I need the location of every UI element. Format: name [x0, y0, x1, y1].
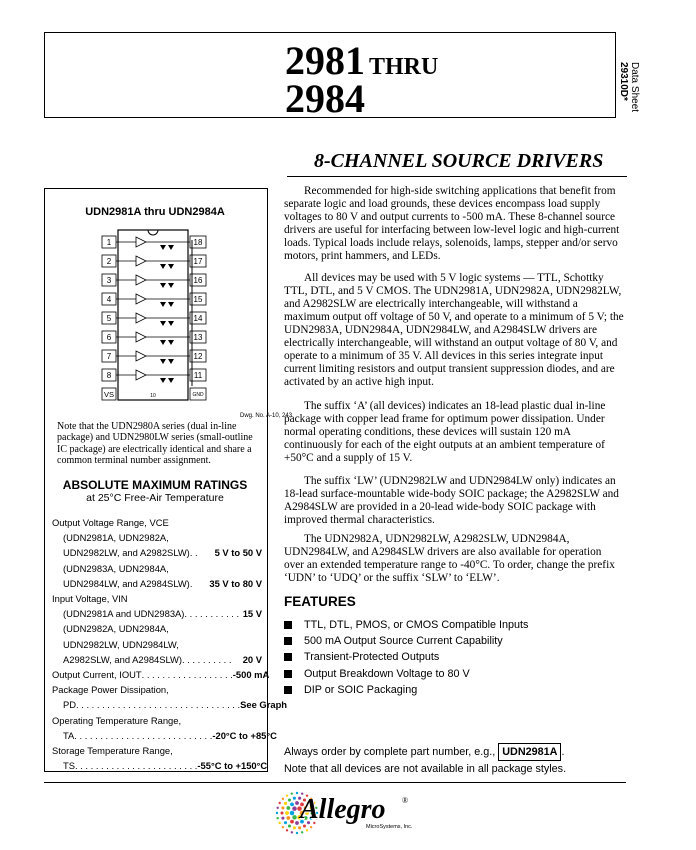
logo-dot [276, 812, 278, 814]
example-part-number: UDN2981A [498, 743, 561, 761]
rating-value: 5 V to 50 V [214, 547, 262, 559]
diode-symbol [160, 283, 166, 288]
diagram-note: Note that the UDN2980A series (dual in-line package) and UDN2980LW series (small-outline IC package) are electrically identical and share a common terminal number assignment. [57, 421, 253, 467]
logo-dot [282, 798, 284, 800]
logo-dot [306, 829, 308, 831]
logo-dot [295, 821, 299, 825]
logo-dot [284, 802, 287, 805]
rating-label: (UDN2981A and UDN2983A) [63, 608, 185, 620]
rating-label: PD [63, 699, 77, 711]
feature-item: TTL, DTL, PMOS, or CMOS Compatible Inputs [284, 617, 624, 633]
rating-row [52, 682, 262, 697]
logo-dot [288, 824, 291, 827]
logo-dot [288, 798, 291, 801]
rating-leader [169, 530, 262, 545]
rating-row [52, 667, 270, 682]
logo-dot [292, 806, 297, 811]
pinout-diagram [96, 228, 212, 402]
logo-dot [290, 811, 295, 816]
pin-label-right: 15 [193, 295, 203, 304]
rating-label: Package Power Dissipation, [52, 684, 169, 696]
rating-row [52, 637, 262, 652]
side-tab-line2: 29310D* [618, 62, 629, 101]
rating-row [52, 758, 268, 773]
features-heading: FEATURES [284, 594, 356, 609]
pin-label-right: 13 [193, 333, 203, 342]
rating-value: -20°C to +85°C [212, 729, 277, 741]
rating-label: Output Voltage Range, VCE [52, 517, 169, 528]
rating-value: -500 mA [232, 669, 270, 681]
diode-symbol [160, 359, 166, 364]
rating-row [52, 606, 262, 621]
paragraph-5: The UDN2982A, UDN2982LW, A2982SLW, UDN2984A, UDN2984LW, and A2984SLW drivers are also available for operation over an extended temperature range to -40°C. To order, change the prefix ‘UDN’ to ‘UDQ’ or the suffix ‘SLW’ to ‘ELW’. [284, 533, 615, 584]
pin-label-left: 2 [106, 257, 112, 266]
title-box [44, 32, 616, 121]
ordering-text: Always order by complete part number, e.g., [284, 746, 499, 758]
availability-note: Note that all devices are not available in all package styles. [284, 763, 567, 775]
pin-label-right: 18 [193, 238, 203, 247]
rating-label: (UDN2981A, UDN2982A, [63, 532, 169, 544]
logo-dot [291, 831, 293, 833]
feature-item: Output Breakdown Voltage to 80 V [284, 666, 624, 682]
title-part1: 2981 [285, 38, 365, 83]
paragraph-1: Recommended for high-side switching applications that benefit from separate logic and load grounds, these devices encompass load supply voltages to 80 V and output currents to -500 mA. These 8-channel source drivers are useful for interfacing between low-level logic and high-current loads. Typical loads include relays, solenoids, lamps, stepper and/or servo motors, print hammers, and LEDs. [284, 185, 620, 262]
pin-label-right: 11 [193, 371, 203, 380]
diode-symbol [160, 245, 166, 250]
logo-wordmark: Allegro [300, 794, 386, 825]
page-title [285, 38, 439, 121]
pin-label-left: 4 [106, 295, 112, 304]
logo-dot [291, 792, 293, 794]
rating-leader: . . . . . . . . . . . . . . . . . . . . . . . . . . . . . . . . [76, 699, 241, 711]
logo-dot [280, 811, 283, 814]
feature-item: DIP or SOIC Packaging [284, 682, 624, 698]
diode-symbol [160, 378, 166, 383]
pin-label-left: 3 [106, 276, 112, 285]
rating-label: UDN2982LW, and A2982SLW) [63, 547, 190, 559]
ic-body [118, 230, 188, 400]
diode-symbol [168, 245, 174, 250]
vs-label: VS [103, 390, 115, 399]
diode-symbol [160, 340, 166, 345]
logo-dot [296, 792, 298, 794]
footer-rule [44, 782, 626, 783]
rating-leader [128, 591, 262, 606]
features-list [284, 617, 624, 698]
ratings-subtitle: at 25°C Free-Air Temperature [86, 492, 224, 504]
title-thru: THRU [369, 54, 439, 80]
rating-row [52, 545, 262, 560]
rating-row [52, 728, 277, 743]
logo-dot [278, 822, 280, 824]
logo-dot [292, 815, 297, 820]
rating-value: 15 V [242, 608, 262, 620]
rating-leader: . . . . . . . . . . . . . . . . . . . . . . . . . . . [74, 729, 213, 741]
logo-dot [286, 816, 290, 820]
rating-leader [169, 561, 262, 576]
logo-dot [293, 826, 296, 829]
rating-label: Input Voltage, VIN [52, 593, 128, 605]
diode-symbol [160, 302, 166, 307]
rating-leader [169, 515, 262, 530]
feature-item: 500 mA Output Source Current Capability [284, 633, 624, 649]
diode-symbol [168, 283, 174, 288]
logo-dot [290, 820, 294, 824]
paragraph-3: The suffix ‘A’ (all devices) indicates an 18-lead plastic dual in-line package with copper lead frame for optimum power dissipation. Under normal operating conditions, these devices will sustain 120 mA continuously for each of the eight outputs at an ambient temperature of +50°C and a supply of 15 V. [284, 400, 606, 464]
diode-symbol [160, 264, 166, 269]
rating-row [52, 515, 262, 530]
logo-registered: ® [402, 796, 409, 805]
paragraph-2: All devices may be used with 5 V logic systems — TTL, Schottky TTL, DTL, and 5 V CMOS. The UDN2981A, UDN2982A, UDN2982LW, and A2982SLW are electrically interchangeable, will withstand a maximum output off voltage of 50 V, and operate to a minimum of 5 V; the UDN2983A, UDN2984A, UDN2984LW, and A2984SLW drivers are electrically interchangeable, will withstand an output voltage of 80 V, and operate to a minimum of 35 V. All devices in this series integrate input current limiting resistors and output transient suppression diodes, and are activated by an active high input. [284, 272, 624, 388]
pin-label-left: 5 [106, 314, 112, 323]
rating-leader [173, 743, 262, 758]
ordering-note [284, 743, 566, 777]
diode-symbol [168, 378, 174, 383]
pin-label-left: 6 [106, 333, 112, 342]
pin-label-right: 14 [193, 314, 203, 323]
logo-dot [281, 817, 284, 820]
pin-label-right: 16 [193, 276, 203, 285]
logo-dot [301, 831, 303, 833]
rating-row [52, 743, 262, 758]
dwg-no: Dwg. No. A-10, 243 [240, 413, 293, 419]
gnd-label: GND [192, 392, 204, 398]
rating-value: 35 V to 80 V [209, 577, 262, 589]
logo-subtitle: MicroSystems, Inc. [366, 824, 413, 830]
subtitle: 8-CHANNEL SOURCE DRIVERS [314, 150, 604, 172]
rating-label: (UDN2982A, UDN2984A, [63, 623, 169, 635]
rating-row [52, 530, 262, 545]
logo-dot [286, 806, 290, 810]
rating-label: Operating Temperature Range, [52, 714, 182, 726]
logo-dot [276, 817, 278, 819]
logo-dot [298, 826, 301, 829]
ordering-period: . [561, 746, 565, 758]
pin-label-left: 1 [106, 238, 112, 247]
logo-dot [286, 829, 288, 831]
rating-label: Storage Temperature Range, [52, 745, 173, 757]
side-tab [618, 62, 696, 118]
pin-label-left: 8 [106, 371, 112, 380]
rating-leader [169, 621, 262, 636]
rating-leader: . . . . . . . . . . . . . . . . . . [141, 669, 233, 681]
rating-leader [181, 713, 262, 728]
diode-symbol [168, 321, 174, 326]
rating-leader: . [189, 577, 193, 589]
buffer-symbol [136, 313, 146, 323]
buffer-symbol [136, 332, 146, 342]
rating-leader: . . . . . . . . . . [182, 653, 232, 665]
title-part2: 2984 [285, 76, 365, 121]
rating-label: UDN2982LW, UDN2984LW, [63, 638, 179, 650]
diode-symbol [168, 264, 174, 269]
rating-value: 20 V [242, 653, 262, 665]
rating-leader: . . [189, 547, 198, 559]
buffer-symbol [136, 351, 146, 361]
rating-leader [169, 682, 262, 697]
buffer-symbol [136, 294, 146, 304]
rating-value: -55°C to +150°C [197, 760, 268, 772]
logo-dot [290, 802, 294, 806]
pin-label-left: 7 [106, 352, 112, 361]
logo-dot [295, 801, 299, 805]
logo-dot [293, 797, 296, 800]
logo-dot [284, 821, 287, 824]
diode-symbol [168, 359, 174, 364]
diagram-title: UDN2981A thru UDN2984A [85, 206, 225, 218]
logo-dot [282, 826, 284, 828]
subtitle-rule [287, 176, 627, 177]
logo-dot [276, 807, 278, 809]
rating-row [52, 652, 262, 667]
buffer-symbol [136, 237, 146, 247]
rating-label: UDN2984LW, and A2984SLW) [63, 577, 190, 589]
allegro-logo [270, 790, 440, 838]
rating-row [52, 713, 262, 728]
feature-item: Transient-Protected Outputs [284, 649, 624, 665]
rating-label: Output Current, IOUT [52, 669, 142, 681]
logo-dot [281, 806, 284, 809]
logo-dot [278, 802, 280, 804]
rating-row [52, 697, 288, 712]
pin10-label: 10 [150, 393, 156, 399]
features-section [284, 594, 624, 698]
logo-dot [296, 832, 298, 834]
ic-notch [148, 230, 158, 235]
diode-symbol [168, 302, 174, 307]
rating-leader: . . . . . . . . . . . . . . . . . . . . . . . . [74, 760, 198, 772]
diode-symbol [160, 321, 166, 326]
rating-row [52, 621, 262, 636]
paragraph-4: The suffix ‘LW’ (UDN2982LW and UDN2984LW only) indicates an 18-lead surface-mountable wide-body SOIC package; the A2982SLW and A2984SLW are provided in a 20-lead wide-body SOIC package with improved thermal characteristics. [284, 475, 619, 526]
rating-value: See Graph [240, 699, 288, 711]
logo-dot [286, 794, 288, 796]
pin-label-right: 17 [193, 257, 203, 266]
buffer-symbol [136, 370, 146, 380]
side-tab-line1: Data Sheet [629, 62, 640, 113]
rating-label: TA [63, 729, 75, 741]
rating-label: TS [63, 760, 75, 772]
diode-symbol [168, 340, 174, 345]
rating-leader [179, 637, 262, 652]
rating-row [52, 576, 262, 591]
ratings-list [52, 515, 288, 773]
rating-row [52, 561, 262, 576]
rating-label: (UDN2983A, UDN2984A, [63, 562, 169, 574]
buffer-symbol [136, 275, 146, 285]
rating-label: A2982SLW, and A2984SLW) [63, 653, 182, 665]
rating-row [52, 591, 262, 606]
buffer-symbol [136, 256, 146, 266]
rating-leader: . . . . . . . . . . . [184, 608, 240, 620]
pin-label-right: 12 [193, 352, 203, 361]
logo-dot [285, 811, 289, 815]
logo-dot [310, 826, 312, 828]
ratings-title: ABSOLUTE MAXIMUM RATINGS [62, 478, 248, 492]
